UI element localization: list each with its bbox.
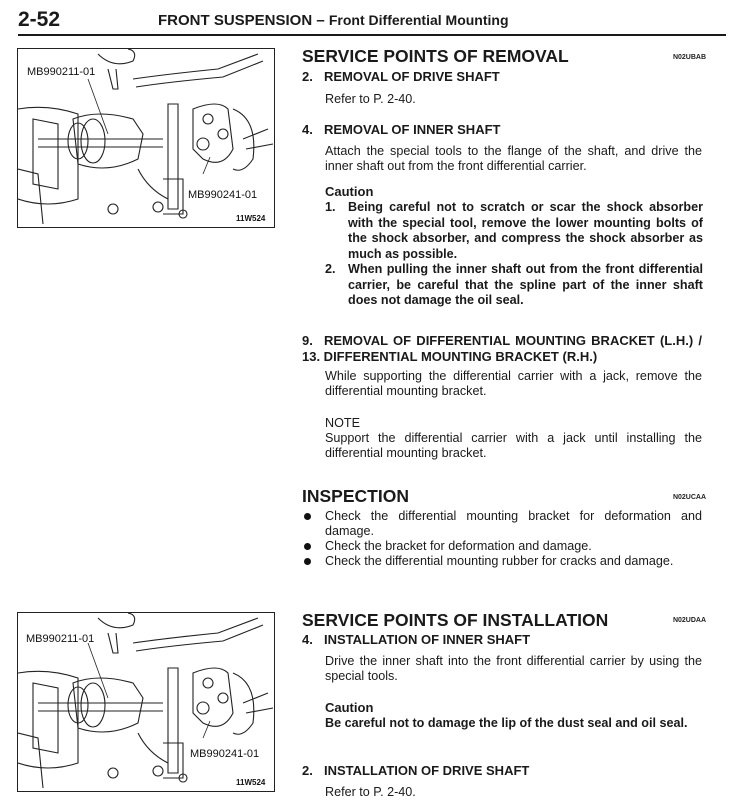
inspection-item: Check the differential mounting rubber for cracks and damage. (302, 554, 702, 569)
figure-code: 11W524 (236, 214, 266, 223)
item-heading-removal-mounting-bracket: 9. REMOVAL OF DIFFERENTIAL MOUNTING BRACKET (L.H.) / 13. DIFFERENTIAL MOUNTING BRACKET (R.H.) (302, 333, 702, 364)
item-body-removal-mounting-bracket: While supporting the differential carrier with a jack, remove the differential mounting bracket. (325, 369, 702, 398)
illustration-inner-shaft-installation (17, 612, 275, 792)
inspection-item: Check the bracket for deformation and damage. (302, 539, 702, 554)
section-code-removal: N02UBAB (672, 54, 706, 61)
item-heading-removal-drive-shaft: 2. REMOVAL OF DRIVE SHAFT (302, 69, 500, 84)
caution-list (325, 200, 703, 309)
tool-label-mb990211: MB990211-01 (26, 633, 95, 645)
caution-item: 1. Being careful not to scratch or scar the shock absorber with the special tool, remove the lower mounting bolts of the shock absorber, and compress the shock absorber as much as possible. (325, 200, 703, 261)
tool-label-mb990241: MB990241-01 (188, 189, 258, 201)
inspection-list (302, 509, 702, 569)
page-title (158, 12, 509, 29)
section-code-inspection: N02UCAA (672, 494, 706, 501)
title-separator: – (312, 12, 329, 29)
item-body-install-drive-shaft: Refer to P. 2-40. (325, 785, 416, 799)
section-title-removal: SERVICE POINTS OF REMOVAL (302, 46, 569, 66)
section-title-installation: SERVICE POINTS OF INSTALLATION (302, 610, 609, 630)
inspection-item: Check the differential mounting bracket for deformation and damage. (302, 509, 702, 539)
page-header (18, 8, 726, 36)
caution-title: Caution (325, 700, 374, 715)
page-number: 2-52 (18, 8, 61, 31)
item-body-install-inner-shaft: Drive the inner shaft into the front differential carrier by using the special tools. (325, 654, 702, 683)
figure-code: 11W524 (236, 778, 266, 787)
tool-label-mb990241: MB990241-01 (190, 748, 260, 760)
section-name: FRONT SUSPENSION (158, 12, 313, 29)
item-heading-install-drive-shaft: 2. INSTALLATION OF DRIVE SHAFT (302, 763, 530, 778)
caution-item: 2. When pulling the inner shaft out from the front differential carrier, be careful that the spline part of the inner shaft does not damage the oil seal. (325, 262, 703, 307)
section-title-inspection: INSPECTION (302, 486, 409, 506)
bullet-icon (304, 558, 311, 565)
bullet-icon (304, 543, 311, 550)
subsection-name: Front Differential Mounting (328, 12, 509, 28)
note-title: NOTE (325, 416, 360, 430)
item-heading-install-inner-shaft: 4. INSTALLATION OF INNER SHAFT (302, 632, 531, 647)
item-heading-removal-inner-shaft: 4. REMOVAL OF INNER SHAFT (302, 122, 501, 137)
illustration-inner-shaft-removal (17, 48, 275, 228)
caution-title: Caution (325, 184, 374, 199)
tool-label-mb990211: MB990211-01 (27, 66, 96, 78)
section-code-installation: N02UDAA (672, 617, 706, 624)
item-body-removal-drive-shaft: Refer to P. 2-40. (325, 92, 416, 106)
bullet-icon (304, 513, 311, 520)
note-body: Support the differential carrier with a jack until installing the differential mounting bracket. (325, 431, 702, 460)
item-body-removal-inner-shaft: Attach the special tools to the flange of the shaft, and drive the inner shaft out from the front differential carrier. (325, 144, 702, 173)
caution-text: Be careful not to damage the lip of the dust seal and oil seal. (325, 716, 688, 730)
